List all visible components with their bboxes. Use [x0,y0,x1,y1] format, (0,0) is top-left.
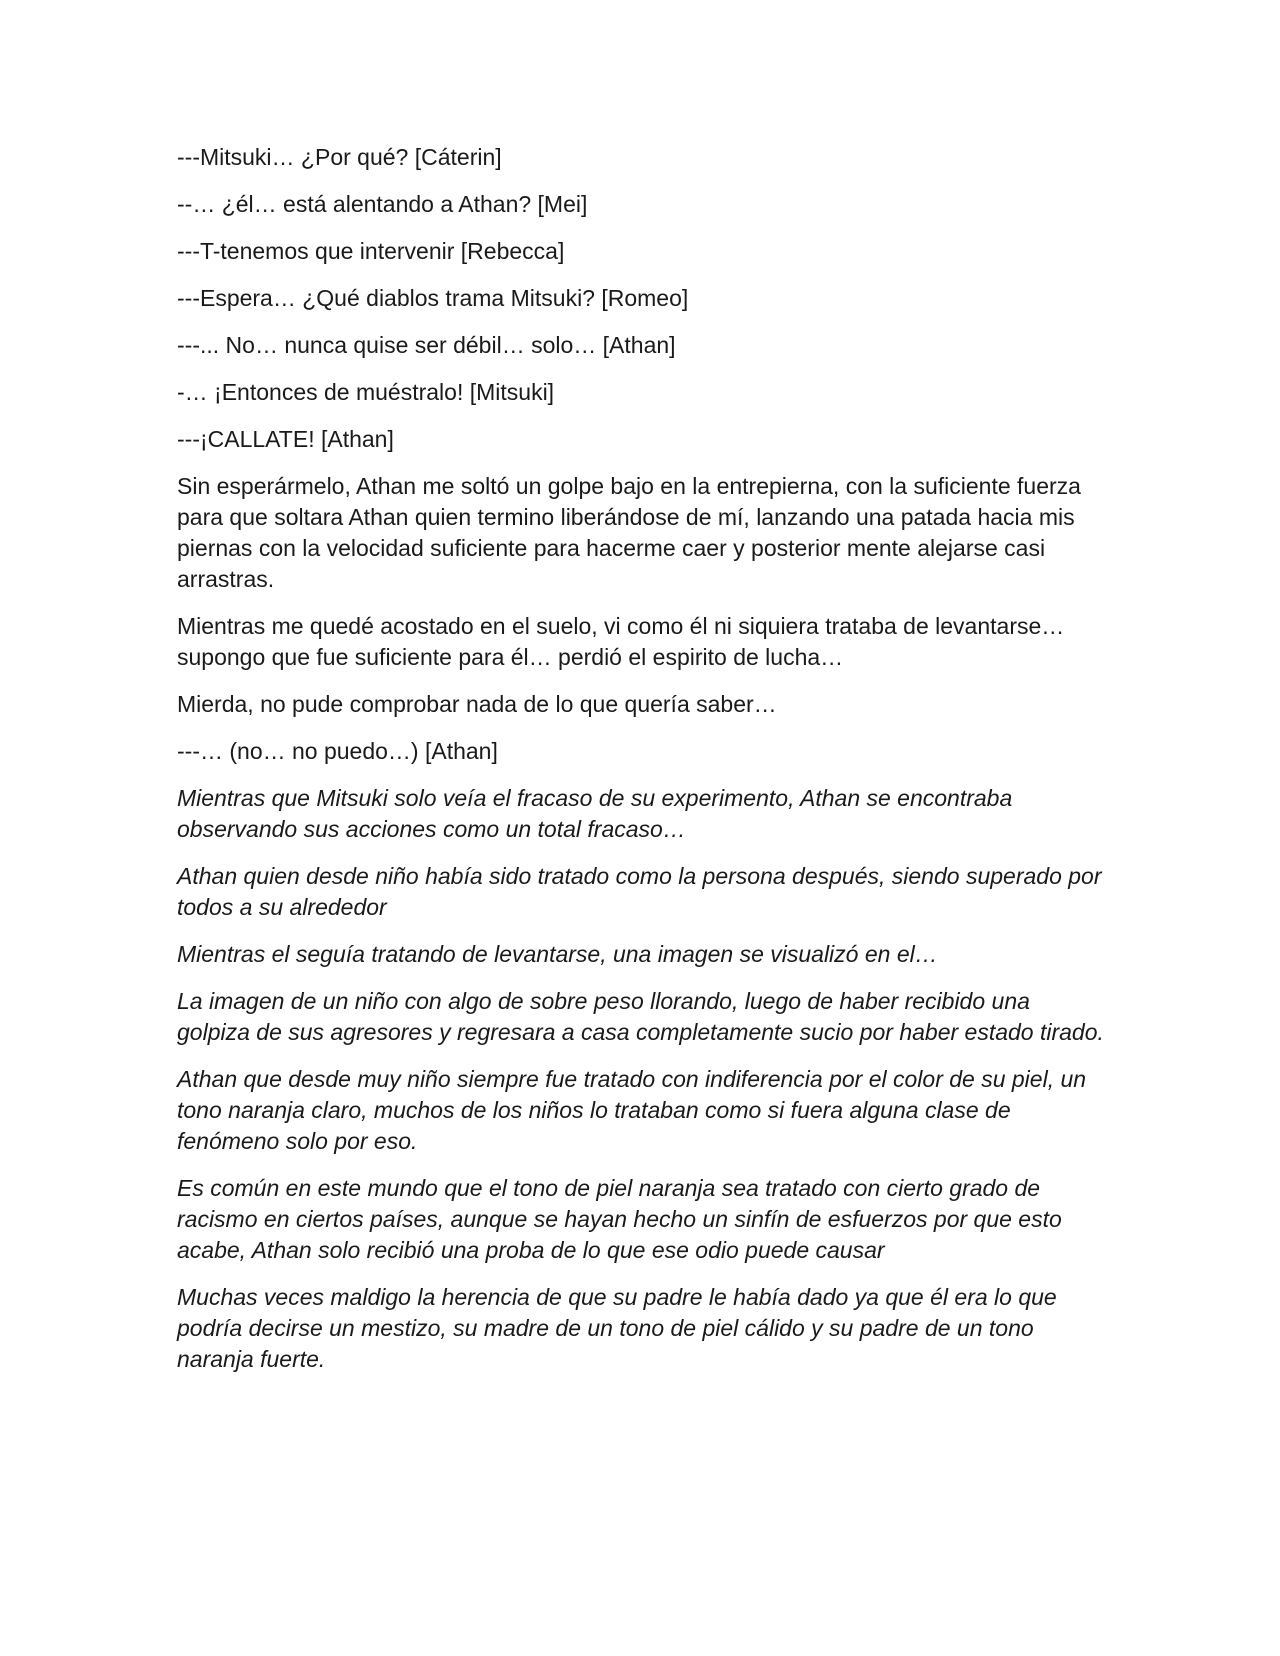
dialogue-line: ---Mitsuki… ¿Por qué? [Cáterin] [177,144,502,170]
document-page [177,142,1107,1391]
italic-paragraph: Muchas veces maldigo la herencia de que su padre le había dado ya que él era lo que podría decirse un mestizo, su madre de un tono de piel cálido y su padre de un tono naranja fuerte. [177,1284,1057,1372]
narrative-paragraph: Sin esperármelo, Athan me soltó un golpe bajo en la entrepierna, con la suficiente fuerza para que soltara Athan quien termino liberándose de mí, lanzando una patada hacia mis piernas con la velocidad suficiente para hacerme caer y posterior mente alejarse casi arrastras. [177,473,1081,592]
italic-paragraph: Athan quien desde niño había sido tratado como la persona después, siendo superado por todos a su alrededor [177,863,1102,920]
italic-paragraph: Athan que desde muy niño siempre fue tratado con indiferencia por el color de su piel, un tono naranja claro, muchos de los niños lo trataban como si fuera alguna clase de fenómeno solo por eso. [177,1066,1087,1154]
italic-paragraph: Es común en este mundo que el tono de piel naranja sea tratado con cierto grado de racismo en ciertos países, aunque se hayan hecho un sinfín de esfuerzos por que esto acabe, Athan solo recibió una proba de lo que ese odio puede causar [177,1175,1062,1263]
italic-paragraph: Mientras el seguía tratando de levantarse, una imagen se visualizó en el… [177,941,938,967]
dialogue-line: -… ¡Entonces de muéstralo! [Mitsuki] [177,379,555,405]
dialogue-line: ---¡CALLATE! [Athan] [177,426,394,452]
dialogue-line: ---... No… nunca quise ser débil… solo… [Athan] [177,332,676,358]
narrative-paragraph: Mientras me quedé acostado en el suelo, vi como él ni siquiera trataba de levantarse… supongo que fue suficiente para él… perdió el espirito de lucha… [177,613,1065,670]
dialogue-line: ---Espera… ¿Qué diablos trama Mitsuki? [Romeo] [177,285,689,311]
italic-paragraph: La imagen de un niño con algo de sobre peso llorando, luego de haber recibido una golpiza de sus agresores y regresara a casa completamente sucio por haber estado tirado. [177,988,1104,1045]
narrative-paragraph: Mierda, no pude comprobar nada de lo que quería saber… [177,691,777,717]
dialogue-line: ---T-tenemos que intervenir [Rebecca] [177,238,565,264]
italic-paragraph: Mientras que Mitsuki solo veía el fracaso de su experimento, Athan se encontraba observando sus acciones como un total fracaso… [177,785,1013,842]
dialogue-line: ---… (no… no puedo…) [Athan] [177,738,498,764]
dialogue-line: --… ¿él… está alentando a Athan? [Mei] [177,191,588,217]
